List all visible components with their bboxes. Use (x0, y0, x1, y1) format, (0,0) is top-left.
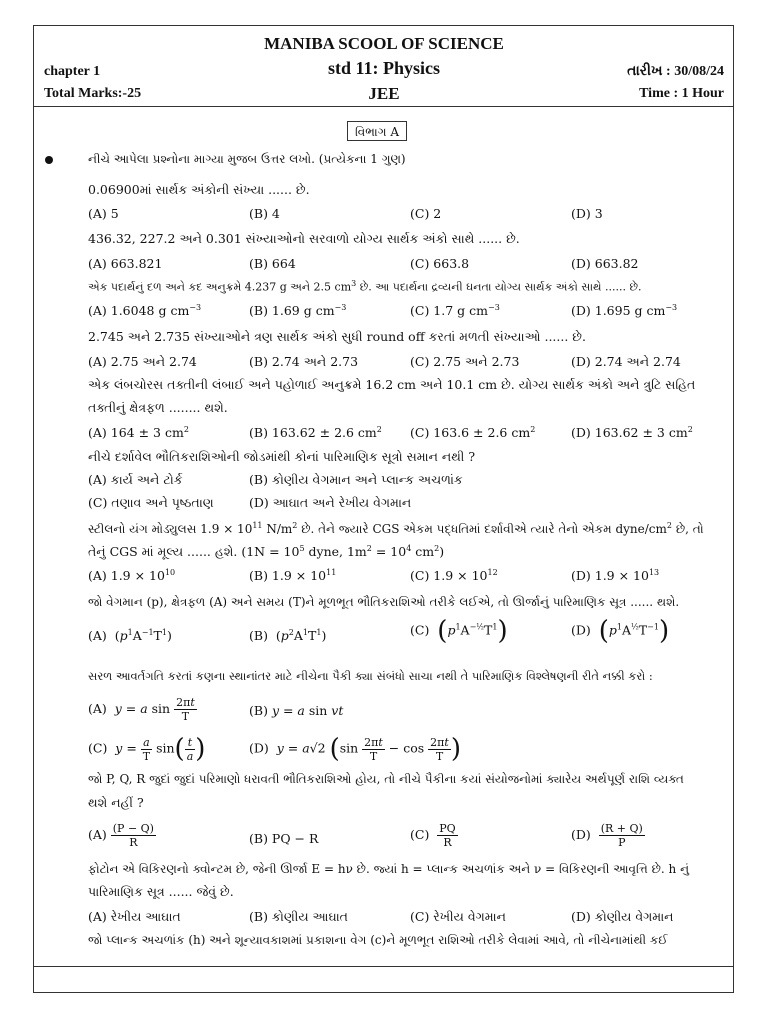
question-2: 436.32, 227.2 અને 0.301 સંખ્યાઓનો સરવાળો યોગ્ય સાર્થક અંકો સાથે ...... છે. (88, 231, 520, 246)
q8-option-a: (A) $(p^1A^{-1}T^1)$ (88, 628, 172, 644)
question-3: એક પદાર્થનું દળ અને કદ અનુક્રમે 4.237 g અને 2.5 $cm^3$ છે. આ પદાર્થના દ્રવ્યની ઘનતા યોગ્ય સાર્થક અંકો સાથે ...... છે. (88, 279, 642, 294)
q9-option-c: (C) y = $\frac{a}{T}$ sin( $\frac{t}{a}$ ) (88, 734, 206, 764)
footer-divider (34, 966, 733, 967)
q8-option-c: (C) $(p^1A^{-\frac{1}{2}}T^1)$ (410, 616, 508, 646)
q9-option-d: (D) y = a√2 (sin $\frac{2\pi t}{T}$ − cos $\frac{2\pi t}{T}$ ) (249, 734, 461, 764)
q2-option-c: (C) 663.8 (410, 256, 470, 271)
q1-option-a: (A) 5 (88, 206, 119, 221)
q5-option-d: (D) 163.62 ± 3 $cm^2$ (571, 425, 693, 441)
q9-option-a: (A) y = a sin $\frac{2\pi t}{T}$ (88, 696, 195, 723)
question-7-line-1: સ્ટીલનો યંગ મોડ્યુલસ $1.9 \times 10^{11}$ $N/m^2$ છે. તેને જ્યારે CGS એકમ પદ્ધતિમાં દર્શાવીએ ત્યારે તેનો એકમ dyne/$cm^2$ છે, તો (88, 521, 704, 536)
q6-option-c: (C) તણાવ અને પૃષ્ઠતાણ (88, 495, 214, 510)
q8-option-d: (D) $(p^1A^{\frac{1}{2}}T^{-1})$ (571, 616, 670, 646)
question-9: સરળ આવર્તગતિ કરતાં કણના સ્થાનાંતર માટે નીચેના પૈકી ક્યા સંબંધો સાચા નથી તે પારિમાણિક વિશ્લેષણની રીતે નક્કી કરો : (88, 669, 653, 683)
q11-option-b: (B) કોણીય આઘાત (249, 909, 348, 924)
time-label: Time : 1 Hour (639, 86, 724, 101)
q11-option-a: (A) રેખીય આઘાત (88, 909, 181, 924)
q3-option-d: (D) 1.695 g $cm^{-3}$ (571, 303, 678, 319)
q7-option-a: (A) $1.9 \times 10^{10}$ (88, 568, 176, 584)
chapter-label: chapter 1 (44, 64, 101, 79)
bullet-icon (45, 156, 53, 164)
q1-option-b: (B) 4 (249, 206, 280, 221)
q6-option-d: (D) આઘાત અને રેખીય વેગમાન (249, 495, 412, 510)
q7-option-c: (C) $1.9 \times 10^{12}$ (410, 568, 498, 584)
q2-option-a: (A) 663.821 (88, 256, 163, 271)
question-10-line-2: થશે નહીં ? (88, 795, 144, 810)
q7-option-b: (B) $1.9 \times 10^{11}$ (249, 568, 337, 584)
q4-option-a: (A) 2.75 અને 2.74 (88, 354, 197, 369)
question-7-line-2: તેનું CGS માં મૂલ્ય ...... હશે. ($1N = 10^5$ dyne, $1m^2 = 10^4$ $cm^2$) (88, 544, 445, 560)
question-1: 0.06900માં સાર્થક અંકોની સંખ્યા ...... છે. (88, 182, 310, 197)
question-4: 2.745 અને 2.735 સંખ્યાઓને ત્રણ સાર્થક અંકો સુધી round off કરતાં મળતી સંખ્યાઓ ...... છે. (88, 329, 586, 344)
q5-option-b: (B) 163.62 ± 2.6 $cm^2$ (249, 425, 382, 441)
section-title: વિભાગ A (347, 121, 407, 141)
q1-option-d: (D) 3 (571, 206, 603, 221)
q5-option-a: (A) 164 ± 3 $cm^2$ (88, 425, 189, 441)
question-10-line-1: જો P, Q, R જુદાં જુદાં પરિમાણો ધરાવતી ભૌતિકરાશિઓ હોય, તો નીચે પૈકીના કયાં સંયોજનોમાં ક્યારેય અર્થપૂર્ણ રાશિ વ્યક્ત (88, 772, 684, 786)
q4-option-b: (B) 2.74 અને 2.73 (249, 354, 359, 369)
q3-option-b: (B) 1.69 g $cm^{-3}$ (249, 303, 347, 319)
question-12-line-1: જો પ્લાન્ક અચળાંક (h) અને શૂન્યાવકાશમાં પ્રકાશના વેગ (c)ને મૂળભૂત રાશિઓ તરીકે લેવામાં આવે, તો નીચેનામાંથી કઈ (88, 933, 668, 947)
question-11-line-1: ફોટોન એ વિકિરણનો ક્વોન્ટમ છે, જેની ઊર્જા E = hν છે. જ્યાં h = પ્લાન્ક અચળાંક અને ν = વિકિરણની આવૃત્તિ છે. h નું (88, 862, 690, 876)
q10-option-c: (C) $\frac{PQ}{R}$ (410, 822, 456, 849)
q4-option-d: (D) 2.74 અને 2.74 (571, 354, 681, 369)
q4-option-c: (C) 2.75 અને 2.73 (410, 354, 520, 369)
question-8: જો વેગમાન (p), ક્ષેત્રફળ (A) અને સમય (T)ને મૂળભૂત ભૌતિકરાશિઓ તરીકે લઈએ, તો ઊર્જાનું પારિમાણિક સૂત્ર ...... થશે. (88, 595, 680, 609)
q6-option-a: (A) કાર્ય અને ટોર્ક (88, 472, 183, 487)
q9-option-b: (B) y = a sin vt (249, 703, 344, 718)
question-5-line-2: તક્તીનું ક્ષેત્રફળ ........ થશે. (88, 400, 228, 415)
date-label: તારીખ : 30/08/24 (627, 64, 724, 79)
q10-option-b: (B) PQ − R (249, 831, 319, 846)
q11-option-c: (C) રેખીય વેગમાન (410, 909, 506, 924)
q2-option-b: (B) 664 (249, 256, 296, 271)
q2-option-d: (D) 663.82 (571, 256, 639, 271)
q1-option-c: (C) 2 (410, 206, 442, 221)
q3-option-c: (C) 1.7 g $cm^{-3}$ (410, 303, 500, 319)
header-divider (34, 106, 733, 107)
q3-option-a: (A) 1.6048 g $cm^{-3}$ (88, 303, 202, 319)
question-6: નીચે દર્શાવેલ ભૌતિકરાશિઓની જોડમાંથી કોનાં પારિમાણિક સૂત્રો સમાન નથી ? (88, 449, 476, 464)
question-11-line-2: પારિમાણિક સૂત્ર ...... જેવું છે. (88, 884, 234, 899)
q8-option-b: (B) $(p^2A^1T^1)$ (249, 628, 327, 644)
q6-option-b: (B) કોણીય વેગમાન અને પ્લાન્ક અચળાંક (249, 472, 463, 487)
q7-option-d: (D) $1.9 \times 10^{13}$ (571, 568, 660, 584)
exam-label: JEE (368, 84, 400, 103)
q11-option-d: (D) કોણીય વેગમાન (571, 909, 674, 924)
question-5-line-1: એક લંબચોરસ તક્તીની લંબાઈ અને પહોળાઈ અનુક્રમે 16.2 cm અને 10.1 cm છે. યોગ્ય સાર્થક અંકો અને ત્રુટિ સહિત (88, 377, 696, 392)
q10-option-d: (D) $\frac{(R + Q)}{P}$ (571, 822, 643, 849)
instruction: નીચે આપેલા પ્રશ્નોના માગ્યા મુજબ ઉત્તર લખો. (પ્રત્યેકના 1 ગુણ) (88, 152, 406, 166)
q5-option-c: (C) 163.6 ± 2.6 $cm^2$ (410, 425, 536, 441)
standard-label: std 11: Physics (327, 58, 441, 78)
total-marks: Total Marks:-25 (44, 86, 142, 101)
school-name: MANIBA SCOOL OF SCIENCE (264, 34, 504, 53)
q10-option-a: (A) $\frac{(P - Q)}{R}$ (88, 822, 154, 849)
